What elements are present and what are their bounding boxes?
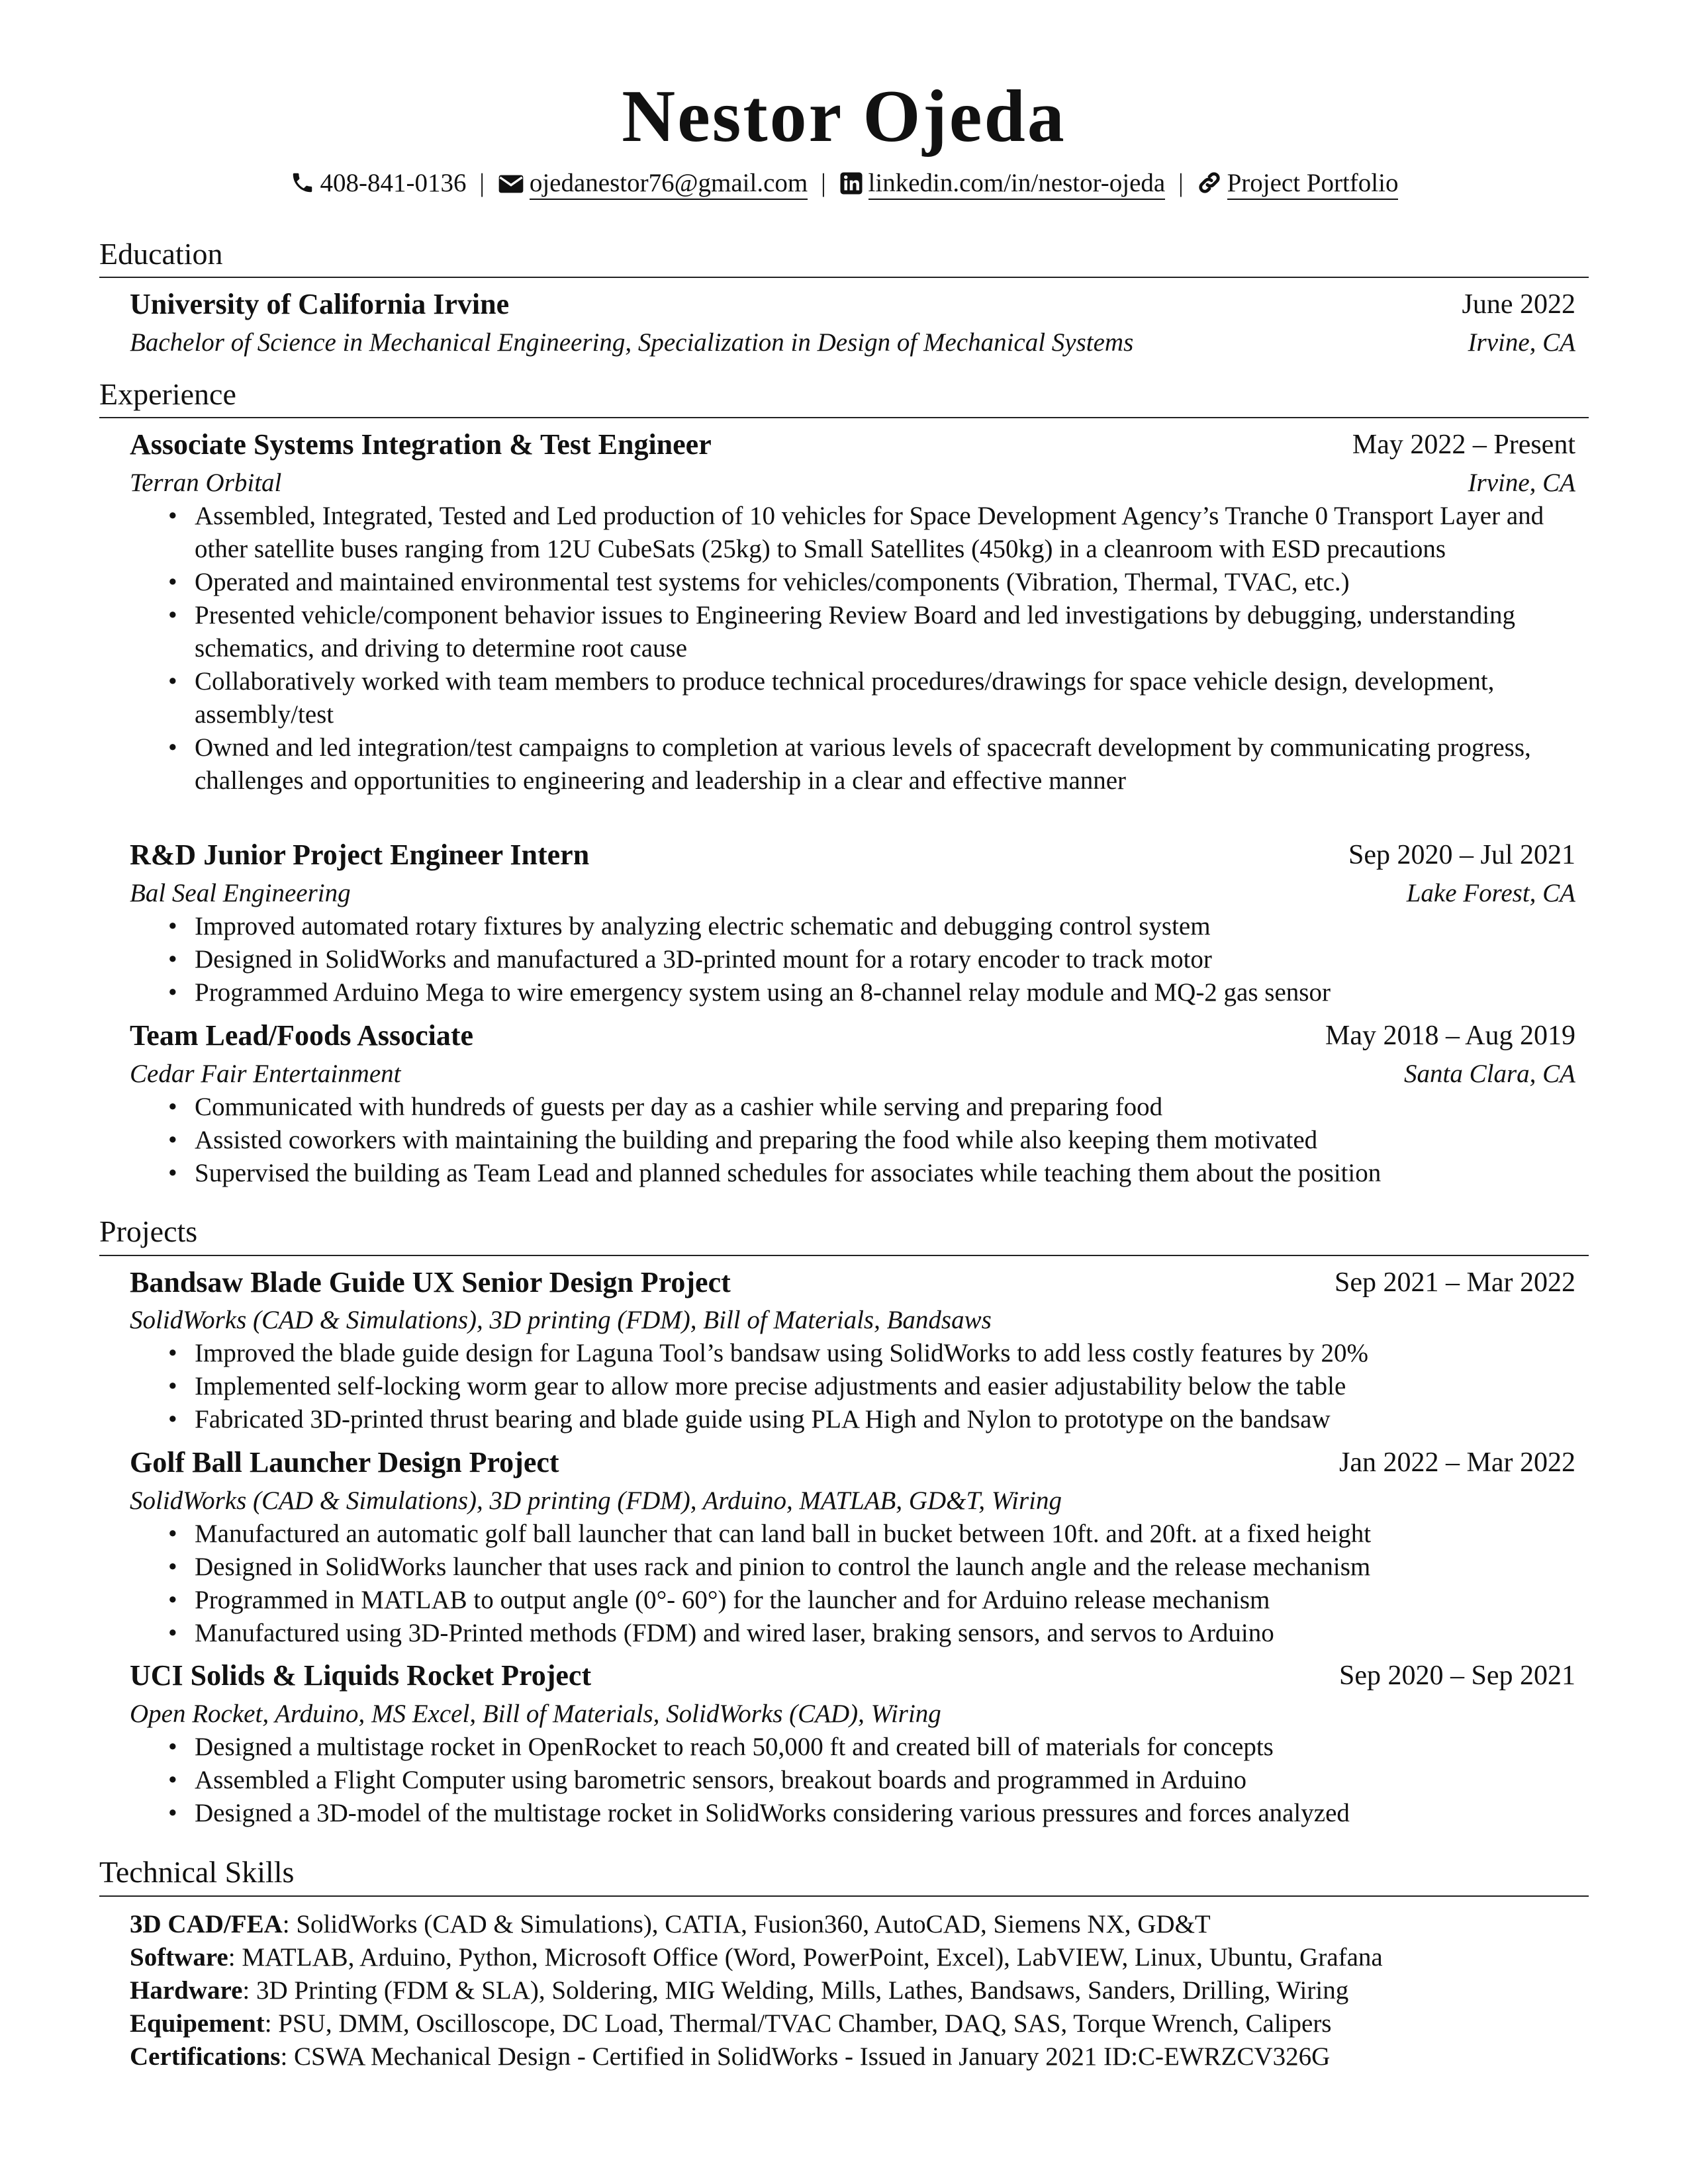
project-tools: SolidWorks (CAD & Simulations), 3D printing (FDM), Bill of Materials, Bandsaws xyxy=(130,1306,992,1334)
job-role: Associate Systems Integration & Test Engineer xyxy=(130,428,712,461)
candidate-name: Nestor Ojeda xyxy=(622,75,1066,158)
degree: Bachelor of Science in Mechanical Engineering, Specialization in Design of Mechanical Systems xyxy=(130,328,1134,357)
portfolio-link[interactable]: Project Portfolio xyxy=(1227,169,1399,200)
project-bullets xyxy=(165,1337,1589,1436)
job-bullets xyxy=(165,1091,1589,1190)
education-degree-row xyxy=(130,325,1575,361)
project-title-row xyxy=(130,1265,1575,1300)
skills-line xyxy=(130,2040,1586,2073)
separator: | xyxy=(820,169,826,197)
project-date: Jan 2022 – Mar 2022 xyxy=(1339,1447,1575,1478)
skills-value: : PSU, DMM, Oscilloscope, DC Load, Thermal/TVAC Chamber, DAQ, SAS, Torque Wrench, Calipers xyxy=(264,2009,1332,2038)
skills-value: : SolidWorks (CAD & Simulations), CATIA, Fusion360, AutoCAD, Siemens NX, GD&T xyxy=(282,1910,1211,1938)
project-title-row xyxy=(130,1445,1575,1480)
project-tools-row xyxy=(130,1302,1575,1338)
project-name: UCI Solids & Liquids Rocket Project xyxy=(130,1659,592,1692)
phone-icon xyxy=(290,169,315,205)
job-role: R&D Junior Project Engineer Intern xyxy=(130,839,590,871)
list-item: • Presented vehicle/component behavior issues to Engineering Review Board and led investigations by debugging, understanding schematics, and driving to determine root cause xyxy=(165,599,1589,665)
job-company-row xyxy=(130,1056,1575,1092)
section-title-education: Education xyxy=(99,237,223,271)
skills-label: 3D CAD/FEA xyxy=(130,1910,283,1938)
school-location: Irvine, CA xyxy=(1468,328,1575,357)
job-company: Terran Orbital xyxy=(130,469,282,497)
email-link[interactable]: ojedanestor76@gmail.com xyxy=(530,169,808,200)
list-item: • Designed in SolidWorks and manufactured a 3D-printed mount for a rotary encoder to track motor xyxy=(165,943,1589,976)
list-item: • Communicated with hundreds of guests per day as a cashier while serving and preparing food xyxy=(165,1091,1589,1124)
job-location: Santa Clara, CA xyxy=(1404,1060,1575,1088)
job-date: Sep 2020 – Jul 2021 xyxy=(1348,840,1575,870)
list-item: • Manufactured using 3D-Printed methods (FDM) and wired laser, braking sensors, and servos to Arduino xyxy=(165,1617,1589,1650)
section-title-projects: Projects xyxy=(99,1214,198,1248)
project-tools-row xyxy=(130,1696,1575,1732)
job-location: Lake Forest, CA xyxy=(1406,879,1575,907)
job-bullets xyxy=(165,500,1589,797)
separator: | xyxy=(1178,169,1184,197)
job-role: Team Lead/Foods Associate xyxy=(130,1019,474,1052)
section-divider xyxy=(99,1255,1589,1256)
link-icon xyxy=(1197,169,1222,205)
list-item: • Implemented self-locking worm gear to allow more precise adjustments and easier adjustability below the table xyxy=(165,1370,1589,1403)
skills-label: Certifications xyxy=(130,2042,281,2071)
graduation-date: June 2022 xyxy=(1462,289,1575,320)
skills-value: : 3D Printing (FDM & SLA), Soldering, MIG Welding, Mills, Lathes, Bandsaws, Sanders, Drilling, Wiring xyxy=(242,1976,1349,2005)
linkedin-icon xyxy=(839,169,863,205)
education-school-row xyxy=(130,287,1575,322)
list-item: • Improved automated rotary fixtures by analyzing electric schematic and debugging control system xyxy=(165,910,1589,943)
list-item: • Owned and led integration/test campaigns to completion at various levels of spacecraft development by communicating progress, challenges and opportunities to engineering and leadership in a clear and effective manner xyxy=(165,731,1589,797)
section-title-skills: Technical Skills xyxy=(99,1855,295,1889)
skills-list xyxy=(130,1908,1586,2073)
list-item: • Programmed Arduino Mega to wire emergency system using an 8-channel relay module and MQ-2 gas sensor xyxy=(165,976,1589,1009)
job-title-row xyxy=(130,837,1575,873)
skills-value: : MATLAB, Arduino, Python, Microsoft Office (Word, PowerPoint, Excel), LabVIEW, Linux, Ubuntu, Grafana xyxy=(228,1943,1383,1972)
project-date: Sep 2021 – Mar 2022 xyxy=(1335,1267,1575,1298)
contact-line xyxy=(0,165,1688,205)
job-bullets xyxy=(165,910,1589,1009)
list-item: • Programmed in MATLAB to output angle (0°- 60°) for the launcher and for Arduino release mechanism xyxy=(165,1584,1589,1617)
skills-line xyxy=(130,1941,1586,1974)
list-item: • Designed a multistage rocket in OpenRocket to reach 50,000 ft and created bill of materials for concepts xyxy=(165,1731,1589,1764)
project-bullets xyxy=(165,1518,1589,1650)
skills-label: Hardware xyxy=(130,1976,243,2005)
list-item: • Improved the blade guide design for Laguna Tool’s bandsaw using SolidWorks to add less costly features by 20% xyxy=(165,1337,1589,1370)
job-company-row xyxy=(130,876,1575,911)
job-company: Bal Seal Engineering xyxy=(130,879,351,907)
skills-line xyxy=(130,1908,1586,1941)
section-divider xyxy=(99,1895,1589,1897)
list-item: • Operated and maintained environmental test systems for vehicles/components (Vibration, Thermal, TVAC, etc.) xyxy=(165,566,1589,599)
section-title-experience: Experience xyxy=(99,377,236,411)
linkedin-link[interactable]: linkedin.com/in/nestor-ojeda xyxy=(868,169,1166,200)
list-item: • Assembled a Flight Computer using barometric sensors, breakout boards and programmed in Arduino xyxy=(165,1764,1589,1797)
project-tools-row xyxy=(130,1483,1575,1519)
list-item: • Collaboratively worked with team members to produce technical procedures/drawings for space vehicle design, development, assembly/test xyxy=(165,665,1589,731)
job-company: Cedar Fair Entertainment xyxy=(130,1060,401,1088)
job-date: May 2022 – Present xyxy=(1352,430,1575,460)
list-item: • Designed in SolidWorks launcher that uses rack and pinion to control the launch angle and the release mechanism xyxy=(165,1551,1589,1584)
skills-value: : CSWA Mechanical Design - Certified in SolidWorks - Issued in January 2021 ID:C-EWRZCV326G xyxy=(280,2042,1331,2071)
project-tools: Open Rocket, Arduino, MS Excel, Bill of Materials, SolidWorks (CAD), Wiring xyxy=(130,1700,941,1728)
school-name: University of California Irvine xyxy=(130,288,510,320)
list-item: • Assembled, Integrated, Tested and Led production of 10 vehicles for Space Development Agency’s Tranche 0 Transport Layer and other satellite buses ranging from 12U CubeSats (25kg) to Small Satellites (450kg) in a cleanroom with ESD precautions xyxy=(165,500,1589,566)
list-item: • Assisted coworkers with maintaining the building and preparing the food while also keeping them motivated xyxy=(165,1124,1589,1157)
section-divider xyxy=(99,417,1589,418)
phone-number: 408-841-0136 xyxy=(320,169,467,197)
project-name: Bandsaw Blade Guide UX Senior Design Project xyxy=(130,1266,731,1298)
skills-line xyxy=(130,2007,1586,2040)
envelope-icon xyxy=(498,169,524,205)
project-tools: SolidWorks (CAD & Simulations), 3D printing (FDM), Arduino, MATLAB, GD&T, Wiring xyxy=(130,1486,1062,1515)
list-item: • Supervised the building as Team Lead and planned schedules for associates while teaching them about the position xyxy=(165,1157,1589,1190)
skills-line xyxy=(130,1974,1586,2007)
project-bullets xyxy=(165,1731,1589,1830)
job-date: May 2018 – Aug 2019 xyxy=(1325,1021,1575,1051)
job-title-row xyxy=(130,1018,1575,1054)
job-location: Irvine, CA xyxy=(1468,469,1575,497)
project-title-row xyxy=(130,1658,1575,1694)
skills-label: Equipement xyxy=(130,2009,265,2038)
job-title-row xyxy=(130,427,1575,463)
job-company-row xyxy=(130,465,1575,501)
project-date: Sep 2020 – Sep 2021 xyxy=(1339,1661,1575,1691)
separator: | xyxy=(479,169,485,197)
section-divider xyxy=(99,277,1589,278)
list-item: • Designed a 3D-model of the multistage rocket in SolidWorks considering various pressures and forces analyzed xyxy=(165,1797,1589,1830)
skills-label: Software xyxy=(130,1943,228,1972)
list-item: • Manufactured an automatic golf ball launcher that can land ball in bucket between 10ft. and 20ft. at a fixed height xyxy=(165,1518,1589,1551)
list-item: • Fabricated 3D-printed thrust bearing and blade guide using PLA High and Nylon to prototype on the bandsaw xyxy=(165,1403,1589,1436)
project-name: Golf Ball Launcher Design Project xyxy=(130,1446,559,1479)
